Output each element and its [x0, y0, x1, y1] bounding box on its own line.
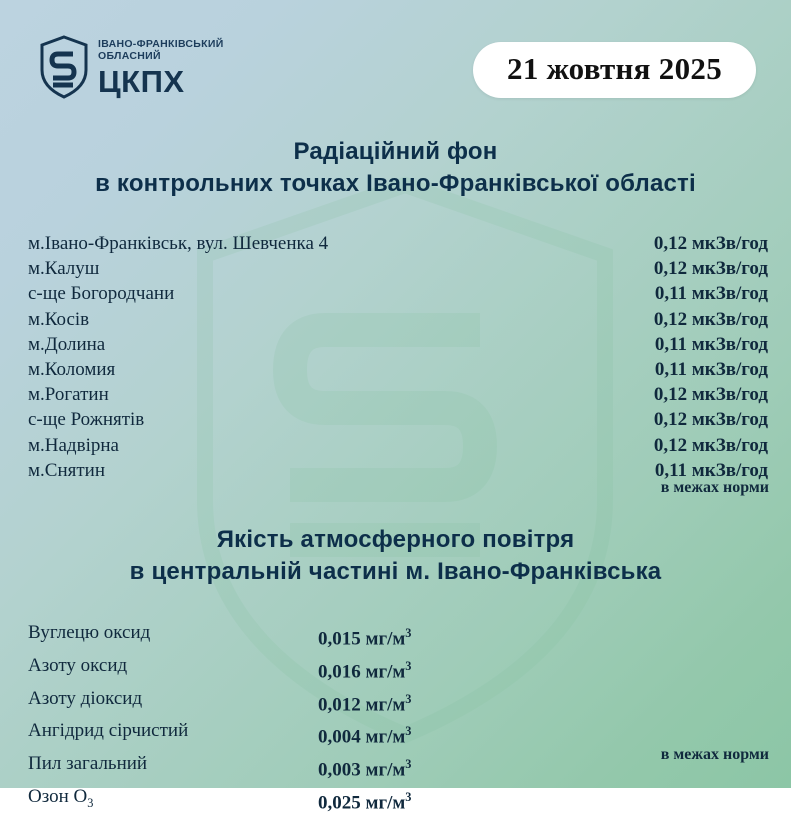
radiation-value: 0,12 мкЗв/год [653, 233, 768, 254]
logo-line-2: ОБЛАСНИЙ [98, 50, 161, 62]
air-pollutant-name: Озон $О_3$ [28, 786, 94, 810]
radiation-location: м.Рогатин [28, 384, 109, 406]
radiation-location: м.Долина [28, 333, 106, 355]
radiation-value: 0,11 мкЗв/год [654, 333, 768, 355]
air-row [28, 620, 488, 653]
radiation-location: м.Снятин [28, 459, 105, 481]
radiation-location: м.Калуш [28, 258, 100, 280]
air-row [28, 686, 488, 719]
air-pollutant-name: Пил загальний [28, 753, 148, 775]
radiation-value: 0,11 мкЗв/год [654, 283, 768, 305]
air-pollutant-name: Азоту оксид [28, 654, 128, 676]
air-unit-exponent: 3 [405, 626, 412, 640]
air-pollutant-value-text: 0,015 мг/м [318, 628, 406, 650]
air-heading-line-2: в центральній частині м. Івано-Франківська [129, 558, 662, 585]
radiation-row [28, 231, 768, 256]
radiation-row [28, 433, 768, 458]
radiation-row [28, 281, 768, 306]
radiation-value: 0,12 мкЗв/год [653, 434, 768, 456]
logo-line-1: ІВАНО-ФРАНКІВСЬКИЙ [98, 38, 224, 50]
shield-logo-icon [40, 36, 88, 98]
date-badge [473, 42, 756, 98]
radiation-table [28, 231, 768, 483]
air-pollutant-value [318, 653, 411, 686]
organization-logo [40, 36, 224, 99]
air-heading-line-1: Якість атмосферного повітря [216, 526, 575, 553]
air-pollutant-subscript: 3 [87, 795, 94, 810]
air-pollutant-value [318, 620, 411, 653]
air-heading [0, 524, 791, 588]
air-row [28, 784, 488, 817]
radiation-row [28, 458, 768, 483]
radiation-value: 0,12 мкЗв/год [653, 258, 768, 280]
radiation-row [28, 332, 768, 357]
air-pollutant-value [318, 686, 411, 719]
date-text: 21 жовтня 2025 [507, 51, 722, 86]
radiation-row [28, 357, 768, 382]
air-pollutant-name: Ангідрид сірчистий [28, 720, 189, 742]
radiation-row [28, 256, 768, 281]
air-pollutant-value-text: 0,012 мг/м [318, 693, 406, 715]
radiation-value: 0,12 мкЗв/год [653, 308, 768, 330]
radiation-norm-note: в межах норми [660, 479, 769, 496]
air-pollutant-value [318, 718, 411, 751]
radiation-value: 0,12 мкЗв/год [653, 409, 768, 431]
radiation-value: 0,11 мкЗв/год [654, 459, 768, 481]
air-row [28, 751, 488, 784]
radiation-heading [0, 136, 791, 200]
radiation-value: 0,12 мкЗв/год [653, 384, 768, 406]
air-pollutant-name: Азоту діоксид [28, 687, 143, 709]
air-pollutant-value [318, 784, 411, 817]
air-pollutant-name: Вуглецю оксид [28, 622, 151, 643]
radiation-location: м.Івано-Франківськ, вул. Шевченка 4 [28, 233, 329, 254]
air-pollutant-value-text: 0,003 мг/м [318, 759, 406, 781]
radiation-location: с-ще Рожнятів [28, 409, 145, 431]
air-pollutant-value-text: 0,025 мг/м [318, 792, 406, 814]
air-unit-exponent: 3 [405, 658, 412, 673]
air-pollutant-value [318, 751, 411, 784]
radiation-value: 0,11 мкЗв/год [654, 359, 768, 381]
air-row [28, 653, 488, 686]
air-unit-exponent: 3 [405, 724, 412, 739]
radiation-row [28, 407, 768, 432]
radiation-heading-line-2: в контрольних точках Івано-Франківської області [95, 170, 696, 197]
radiation-heading-line-1: Радіаційний фон [293, 138, 498, 165]
radiation-location: с-ще Богородчани [28, 283, 175, 305]
radiation-location: м.Надвірна [28, 434, 119, 456]
air-unit-exponent: 3 [405, 790, 412, 805]
air-pollutant-value-text: 0,016 мг/м [318, 661, 406, 683]
logo-abbreviation: ЦКПХ [98, 64, 185, 99]
radiation-row [28, 382, 768, 407]
air-unit-exponent: 3 [405, 757, 412, 772]
air-pollutant-value-text: 0,004 мг/м [318, 726, 406, 748]
radiation-location: м.Косів [28, 308, 90, 330]
air-row [28, 718, 488, 751]
radiation-location: м.Коломия [28, 359, 116, 381]
air-unit-exponent: 3 [405, 691, 412, 706]
air-norm-note: в межах норми [660, 746, 769, 763]
air-quality-table [28, 620, 488, 817]
radiation-row [28, 307, 768, 332]
